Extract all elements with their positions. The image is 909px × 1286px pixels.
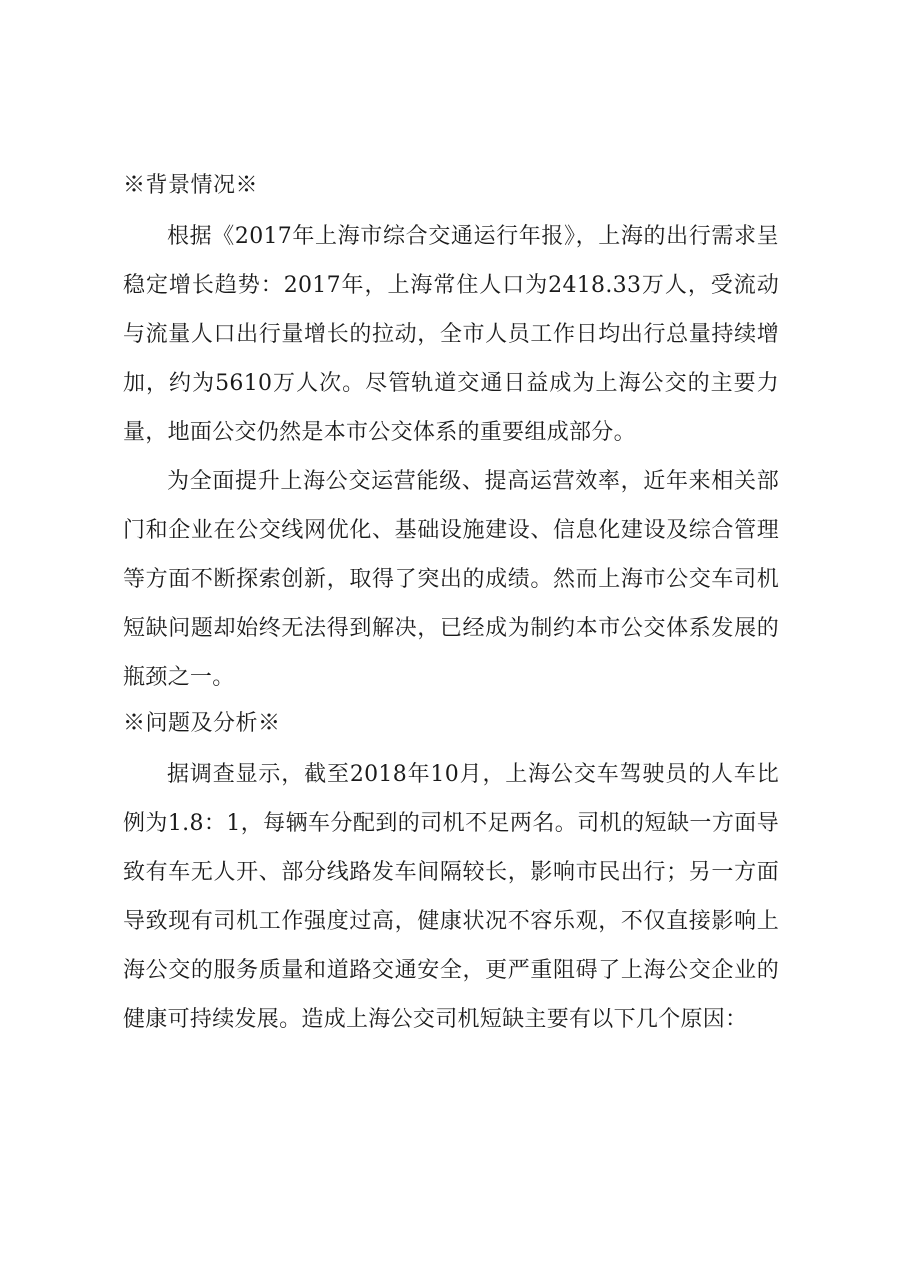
section-heading-background: ※背景情况※ [123,173,259,198]
paragraph-background-1: 根据《2017年上海市综合交通运行年报》，上海的出行需求呈稳定增长趋势：2017年，上海常住人口为2418.33万人，受流动与流量人口出行量增长的拉动，全市人员工作日均出行总量持续增加，约为5610万人次。尽管轨道交通日益成为上海公交的主要力量，地面公交仍然是本市公交体系的重要组成部分。 [123,224,779,445]
document-body [123,166,779,1044]
paragraph-problem-analysis-1: 据调查显示，截至2018年10月，上海公交车驾驶员的人车比例为1.8：1，每辆车分配到的司机不足两名。司机的短缺一方面导致有车无人开、部分线路发车间隔较长，影响市民出行；另一方面导致现有司机工作强度过高，健康状况不容乐观，不仅直接影响上海公交的服务质量和道路交通安全，更严重阻碍了上海公交企业的健康可持续发展。造成上海公交司机短缺主要有以下几个原因： [123,762,779,1032]
section-heading-problem-analysis: ※问题及分析※ [123,711,281,736]
paragraph-background-2: 为全面提升上海公交运营能级、提高运营效率，近年来相关部门和企业在公交线网优化、基础设施建设、信息化建设及综合管理等方面不断探索创新，取得了突出的成绩。然而上海市公交车司机短缺问题却始终无法得到解决，已经成为制约本市公交体系发展的瓶颈之一。 [123,469,779,690]
